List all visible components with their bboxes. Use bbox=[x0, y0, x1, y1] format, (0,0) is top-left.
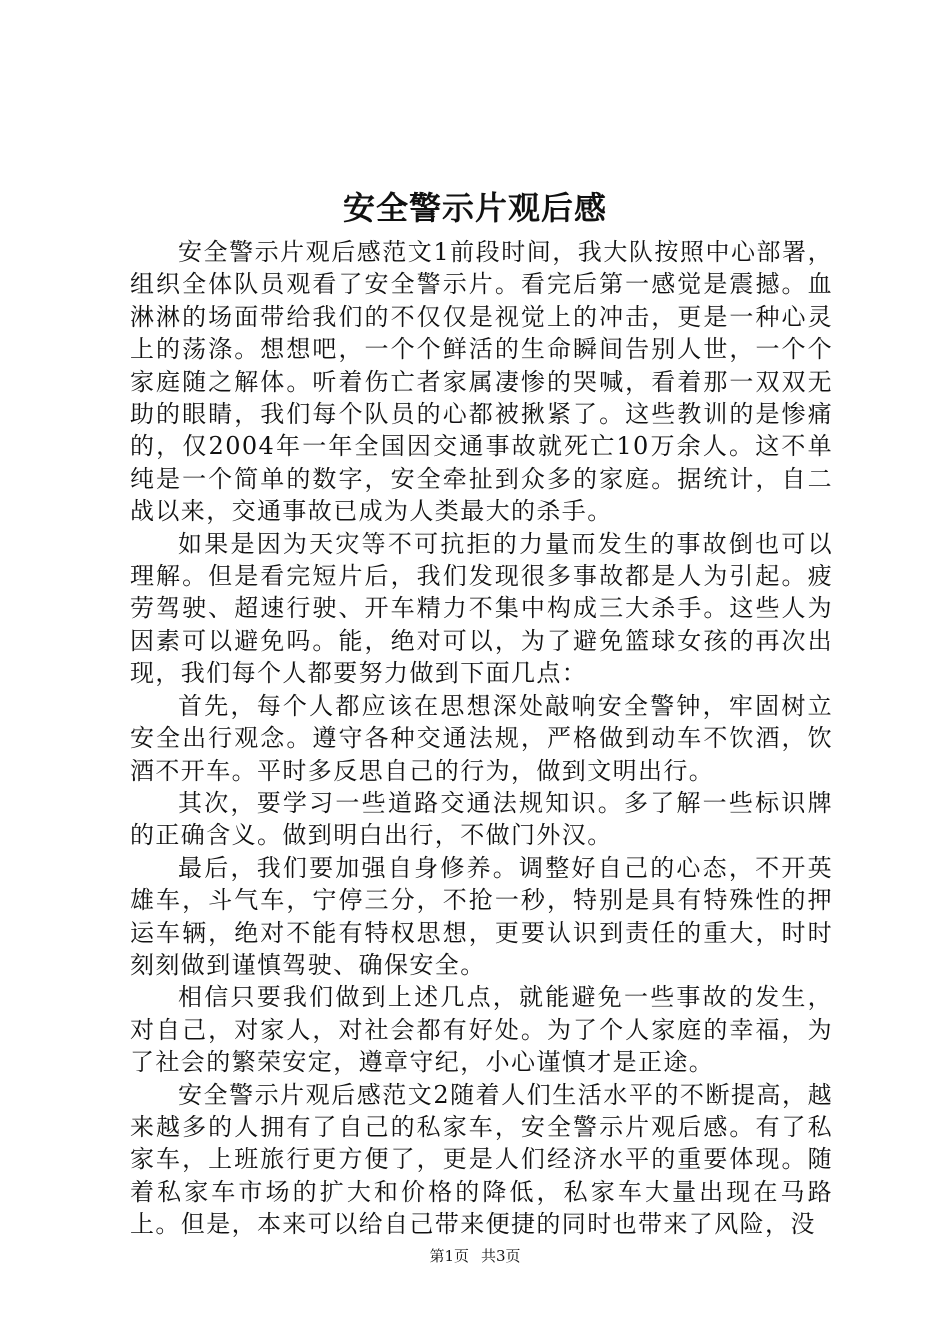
paragraph-1: 安全警示片观后感范文1前段时间，我大队按照中心部署，组织全体队员观看了安全警示片。看完后第一感觉是震撼。血淋淋的场面带给我们的不仅仅是视觉上的冲击，更是一种心灵上的荡涤。想想吧，一个个鲜活的生命瞬间告别人世，一个个家庭随之解体。听着伤亡者家属凄惨的哭喊，看着那一双双无助的眼睛，我们每个队员的心都被揪紧了。这些教训的是惨痛的，仅2004年一年全国因交通事故就死亡10万余人。这不单纯是一个简单的数字，安全牵扯到众多的家庭。据统计，自二战以来，交通事故已成为人类最大的杀手。 bbox=[130, 238, 833, 526]
paragraph-5: 最后，我们要加强自身修养。调整好自己的心态，不开英雄车，斗气车，宁停三分，不抢一秒，特别是具有特殊性的押运车辆，绝对不能有特权思想，更要认识到责任的重大，时时刻刻做到谨慎驾驶、确保安全。 bbox=[130, 853, 833, 979]
page-number-current: 第1页 bbox=[429, 1247, 469, 1265]
paragraph-4: 其次，要学习一些道路交通法规知识。多了解一些标识牌的正确含义。做到明白出行，不做门外汉。 bbox=[130, 788, 833, 850]
page-footer bbox=[0, 1246, 950, 1266]
document-title: 安全警示片观后感 bbox=[342, 189, 607, 227]
paragraph-3: 首先，每个人都应该在思想深处敲响安全警钟，牢固树立安全出行观念。遵守各种交通法规，严格做到动车不饮酒，饮酒不开车。平时多反思自己的行为，做到文明出行。 bbox=[130, 691, 833, 785]
paragraph-7: 安全警示片观后感范文2随着人们生活水平的不断提高，越来越多的人拥有了自己的私家车，安全警示片观后感。有了私家车，上班旅行更方便了，更是人们经济水平的重要体现。随着私家车市场的扩大和价格的降低，私家车大量出现在马路上。但是，本来可以给自己带来便捷的同时也带来了风险，没 bbox=[130, 1080, 833, 1239]
document-body bbox=[130, 236, 833, 1241]
paragraph-2: 如果是因为天灾等不可抗拒的力量而发生的事故倒也可以理解。但是看完短片后，我们发现很多事故都是人为引起。疲劳驾驶、超速行驶、开车精力不集中构成三大杀手。这些人为因素可以避免吗。能，绝对可以，为了避免篮球女孩的再次出现，我们每个人都要努力做到下面几点： bbox=[130, 529, 833, 688]
paragraph-6: 相信只要我们做到上述几点，就能避免一些事故的发生，对自己，对家人，对社会都有好处。为了个人家庭的幸福，为了社会的繁荣安定，遵章守纪，小心谨慎才是正途。 bbox=[130, 983, 833, 1077]
page-number-total: 共3页 bbox=[481, 1247, 521, 1265]
